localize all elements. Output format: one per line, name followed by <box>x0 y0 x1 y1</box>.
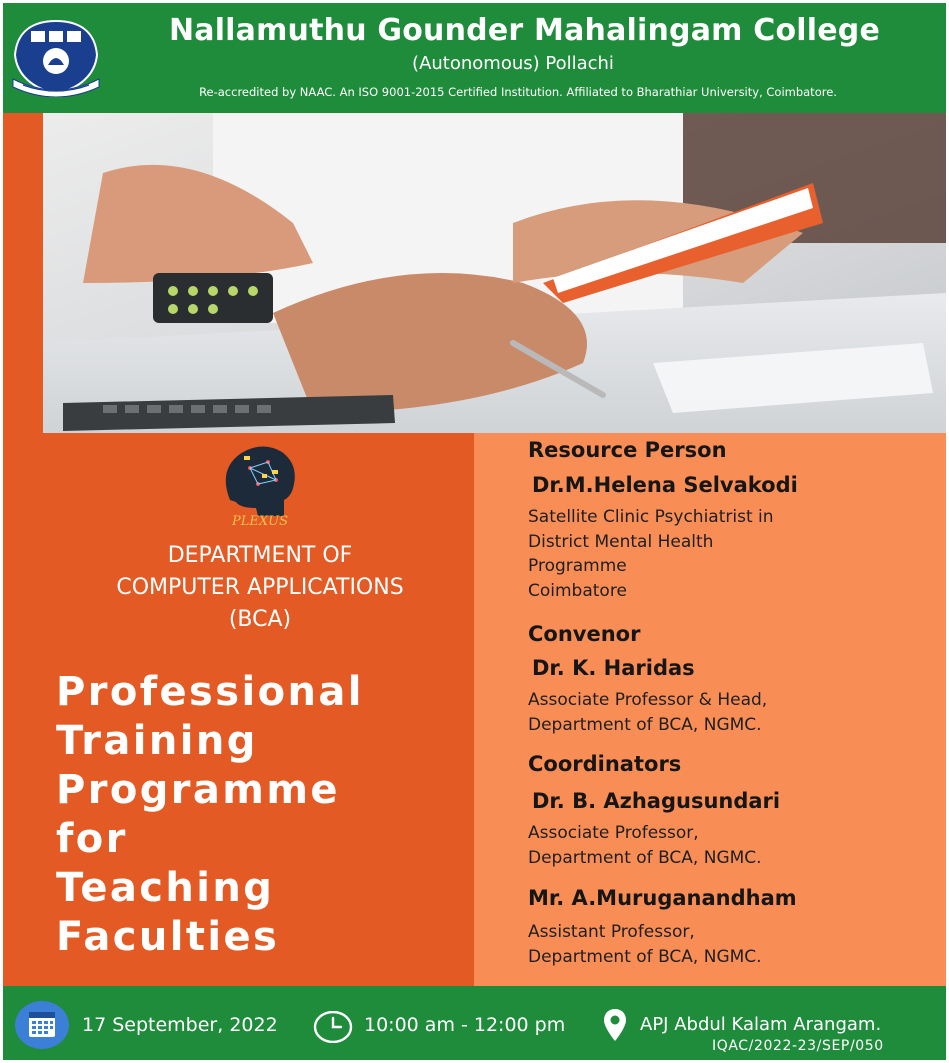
coordinator-1-line-1: Associate Professor, <box>528 823 699 843</box>
programme-title-line-3: Programme <box>56 767 340 813</box>
resource-person-detail <box>528 505 774 603</box>
convenor-line-1: Associate Professor & Head, <box>528 690 768 710</box>
accreditation-line: Re-accredited by NAAC. An ISO 9001-2015 Certified Institution. Affiliated to Bharathiar University, Coimbatore. <box>199 85 837 99</box>
college-subtitle: (Autonomous) Pollachi <box>412 53 614 74</box>
convenor-detail <box>528 688 767 737</box>
programme-title <box>56 668 466 962</box>
department-line-3: (BCA) <box>228 607 292 632</box>
programme-title-line-1: Professional <box>56 669 364 715</box>
programme-title-line-2: Training <box>56 718 258 764</box>
department-line-2: COMPUTER APPLICATIONS <box>116 575 404 600</box>
convenor-name: Dr. K. Haridas <box>532 656 695 680</box>
event-venue: APJ Abdul Kalam Arangam. <box>640 1014 882 1035</box>
resource-person-line-1: Satellite Clinic Psychiatrist in <box>528 507 774 527</box>
programme-title-line-5: Teaching <box>56 865 275 911</box>
coordinator-1-name: Dr. B. Azhagusundari <box>532 789 781 813</box>
programme-title-line-4: for <box>56 816 128 862</box>
department-line-1: DEPARTMENT OF <box>167 543 353 568</box>
iqac-reference: IQAC/2022-23/SEP/050 <box>712 1038 884 1054</box>
college-logo <box>9 17 103 97</box>
college-name: Nallamuthu Gounder Mahalingam College <box>168 13 881 48</box>
resource-person-heading: Resource Person <box>528 438 727 462</box>
college-header <box>3 3 946 113</box>
calendar-icon <box>14 1000 70 1050</box>
resource-person-line-4: Coimbatore <box>528 580 627 601</box>
coordinator-1-detail <box>528 821 762 870</box>
plexus-logo <box>210 440 310 530</box>
location-pin-icon <box>602 1008 628 1042</box>
department-block <box>40 540 480 636</box>
resource-person-line-2: District Mental Health <box>528 531 714 552</box>
resource-person-line-3: Programme <box>528 556 627 576</box>
clock-icon <box>313 1011 353 1043</box>
convenor-heading: Convenor <box>528 622 641 646</box>
event-date: 17 September, 2022 <box>82 1014 278 1036</box>
coordinator-2-name: Mr. A.Muruganandham <box>528 886 797 910</box>
coordinators-heading: Coordinators <box>528 752 682 776</box>
coordinator-2-line-2: Department of BCA, NGMC. <box>528 946 762 967</box>
convenor-line-2: Department of BCA, NGMC. <box>528 714 762 735</box>
header-photo <box>43 113 946 433</box>
coordinator-1-line-2: Department of BCA, NGMC. <box>528 847 762 868</box>
programme-title-line-6: Faculties <box>56 914 280 960</box>
event-time: 10:00 am - 12:00 pm <box>364 1014 566 1036</box>
resource-person-name: Dr.M.Helena Selvakodi <box>532 473 798 497</box>
coordinator-2-line-1: Assistant Professor, <box>528 922 695 942</box>
coordinator-2-detail <box>528 920 762 969</box>
svg-text:PLEXUS: PLEXUS <box>232 514 288 529</box>
